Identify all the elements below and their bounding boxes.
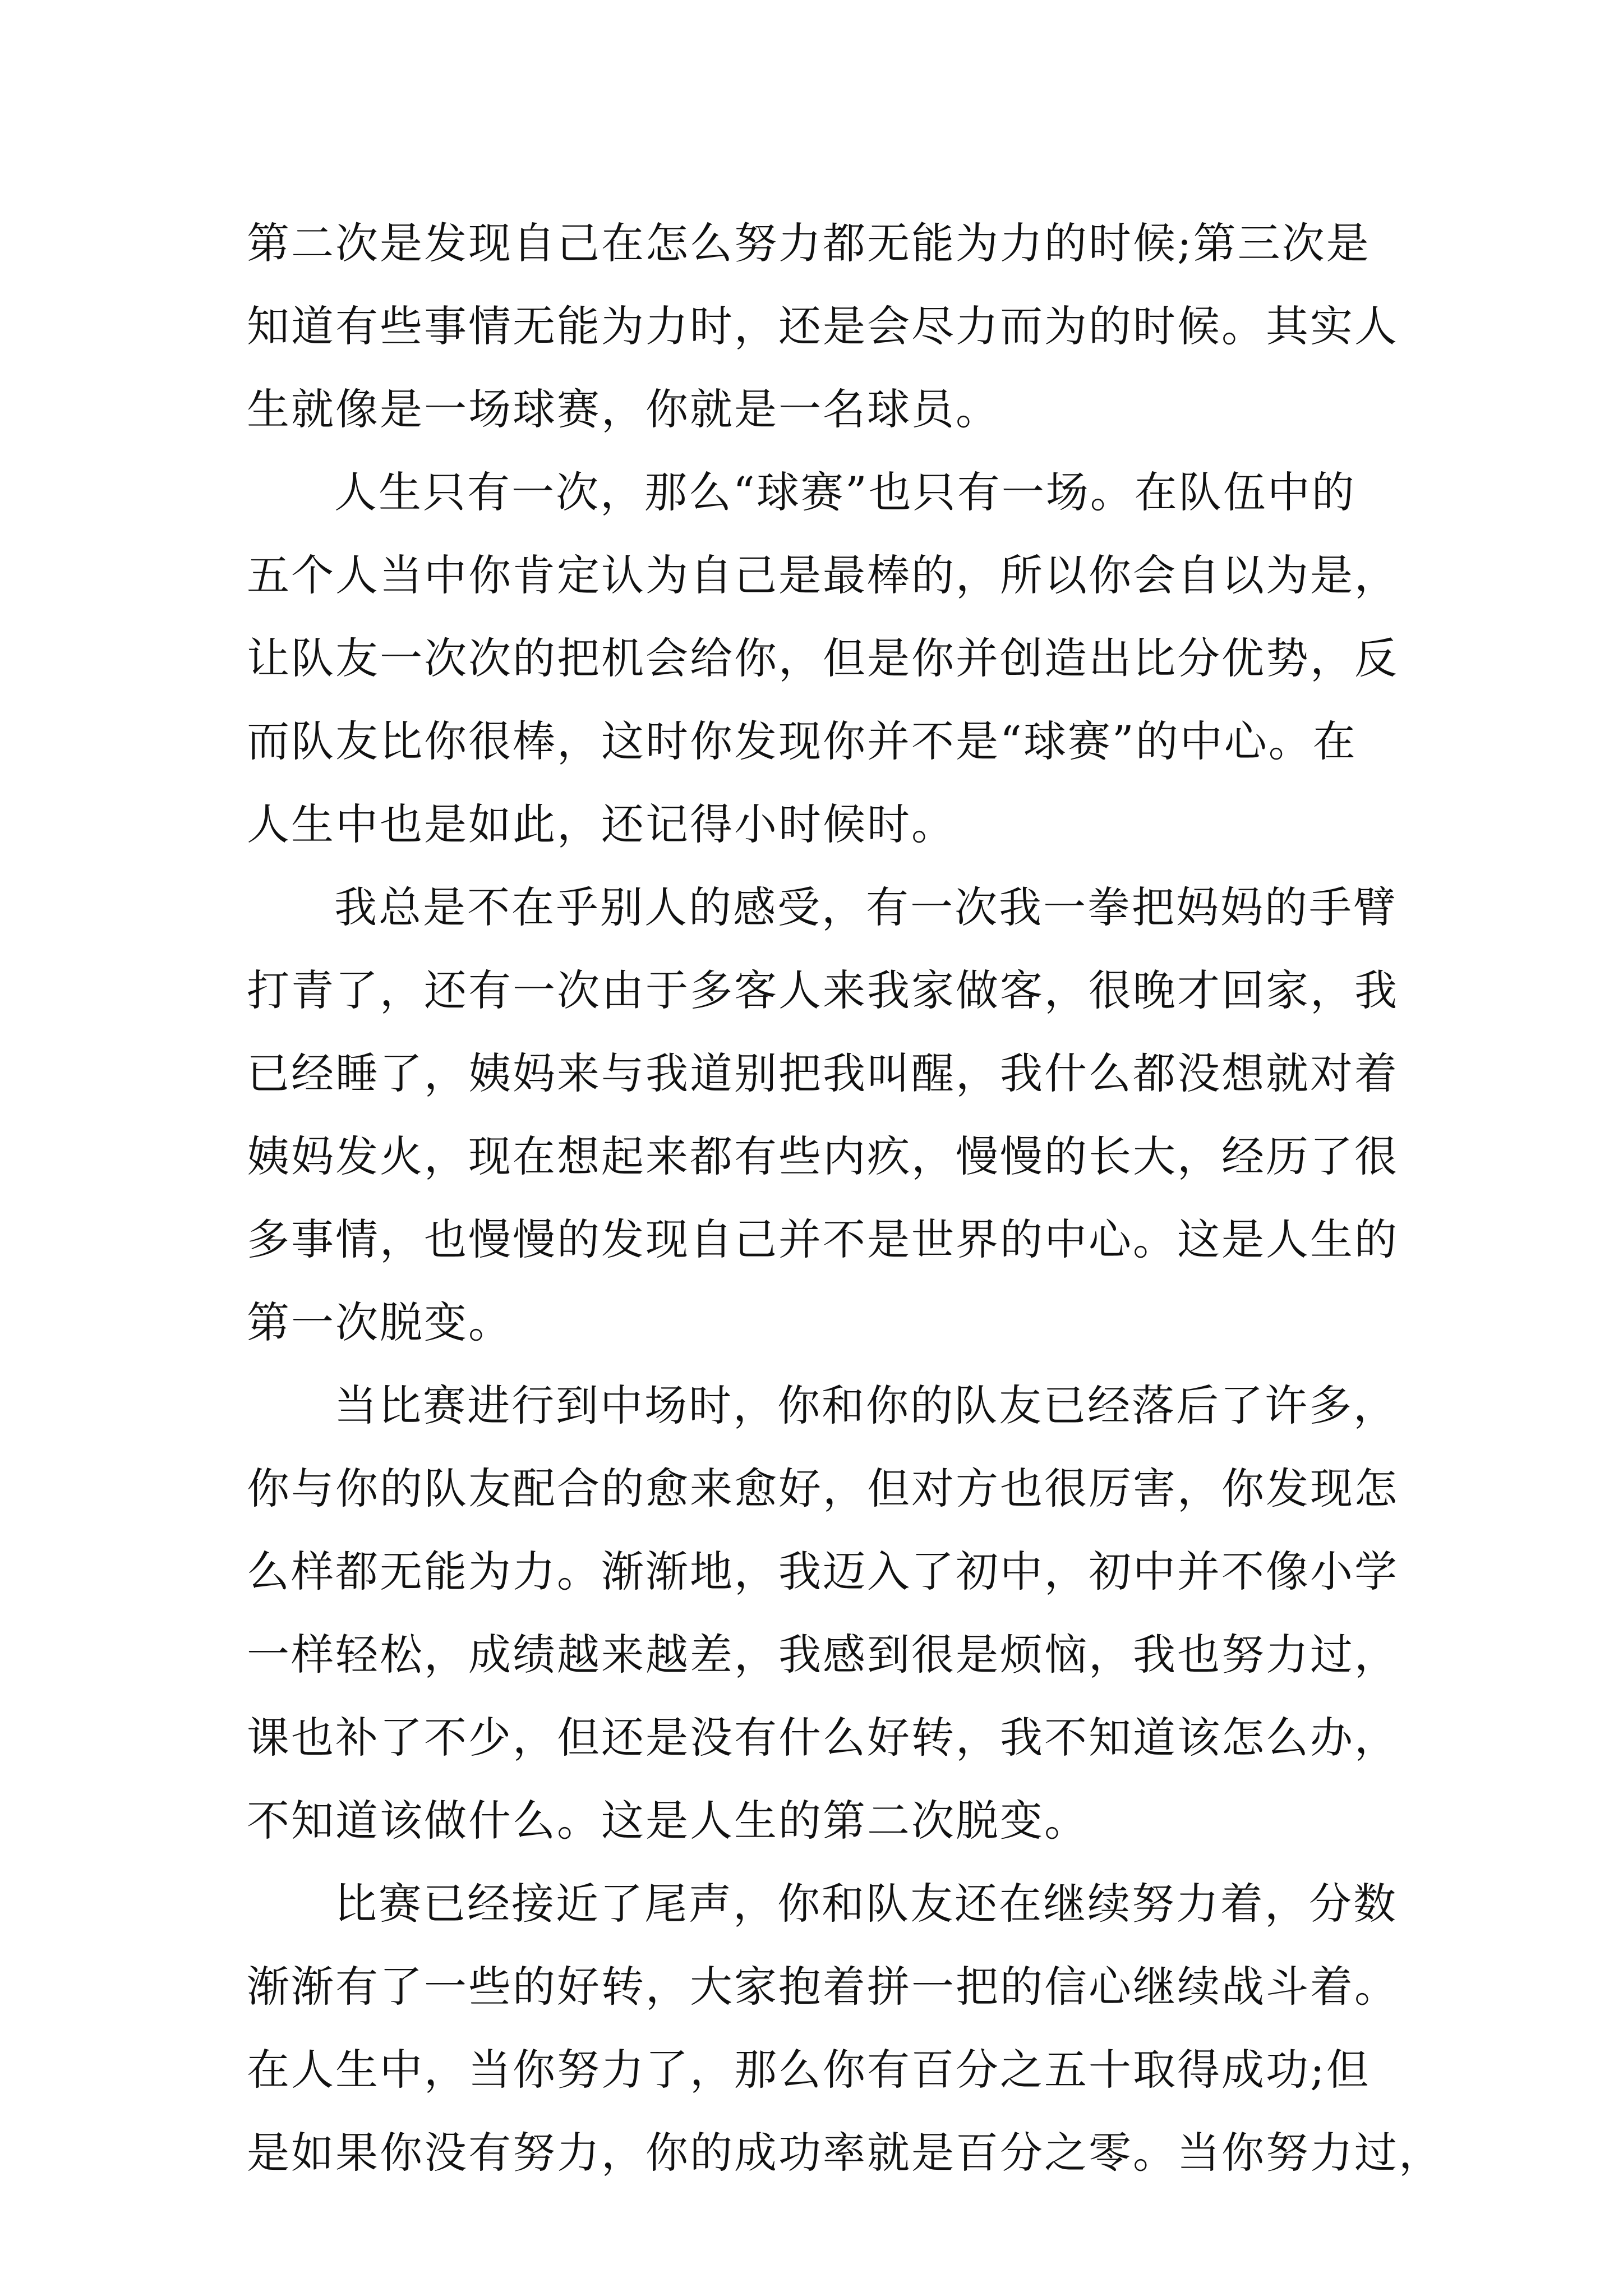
text-line: 让队友一次次的把机会给你，但是你并创造出比分优势，反 bbox=[247, 633, 1399, 683]
text-line: 知道有些事情无能为力时，还是会尽力而为的时候。其实人 bbox=[247, 301, 1399, 351]
text-line: 在人生中，当你努力了，那么你有百分之五十取得成功;但 bbox=[247, 2045, 1371, 2095]
text-line: 人生中也是如此，还记得小时候时。 bbox=[247, 799, 956, 849]
text-line: 当比赛进行到中场时，你和你的队友已经落后了许多， bbox=[334, 1381, 1398, 1430]
text-line: 是如果你没有努力，你的成功率就是百分之零。当你努力过， bbox=[247, 2128, 1443, 2178]
text-line: 而队友比你很棒，这时你发现你并不是“球赛”的中心。在 bbox=[247, 716, 1357, 766]
text-line: 么样都无能为力。渐渐地，我迈入了初中，初中并不像小学 bbox=[247, 1547, 1399, 1596]
paragraph-3 bbox=[247, 866, 1399, 1364]
text-line: 第二次是发现自己在怎么努力都无能为力的时候;第三次是 bbox=[247, 218, 1371, 268]
paragraph-1 bbox=[247, 202, 1399, 451]
text-line: 第一次脱变。 bbox=[247, 1297, 513, 1347]
text-line: 人生只有一次，那么“球赛”也只有一场。在队伍中的 bbox=[334, 467, 1356, 517]
text-line: 比赛已经接近了尾声，你和队友还在继续努力着，分数 bbox=[334, 1879, 1398, 1929]
text-line: 渐渐有了一些的好转，大家抱着拼一把的信心继续战斗着。 bbox=[247, 1962, 1399, 2012]
text-line: 五个人当中你肯定认为自己是最棒的，所以你会自以为是， bbox=[247, 550, 1399, 600]
paragraph-4 bbox=[247, 1364, 1399, 1862]
text-line: 一样轻松，成绩越来越差，我感到很是烦恼，我也努力过， bbox=[247, 1630, 1399, 1680]
text-line: 课也补了不少，但还是没有什么好转，我不知道该怎么办， bbox=[247, 1713, 1399, 1763]
document-body bbox=[247, 202, 1443, 2194]
text-line: 多事情，也慢慢的发现自己并不是世界的中心。这是人生的 bbox=[247, 1214, 1399, 1264]
text-line: 已经睡了，姨妈来与我道别把我叫醒，我什么都没想就对着 bbox=[247, 1048, 1399, 1098]
text-line: 我总是不在乎别人的感受，有一次我一拳把妈妈的手臂 bbox=[334, 882, 1398, 932]
text-line: 你与你的队友配合的愈来愈好，但对方也很厉害，你发现怎 bbox=[247, 1464, 1399, 1513]
text-line: 生就像是一场球赛，你就是一名球员。 bbox=[247, 384, 1000, 434]
paragraph-2 bbox=[247, 451, 1399, 866]
text-line: 不知道该做什么。这是人生的第二次脱变。 bbox=[247, 1796, 1089, 1846]
text-line: 姨妈发火，现在想起来都有些内疚，慢慢的长大，经历了很 bbox=[247, 1131, 1399, 1181]
text-line: 打青了，还有一次由于多客人来我家做客，很晚才回家，我 bbox=[247, 965, 1399, 1015]
paragraph-5 bbox=[247, 1862, 1443, 2194]
